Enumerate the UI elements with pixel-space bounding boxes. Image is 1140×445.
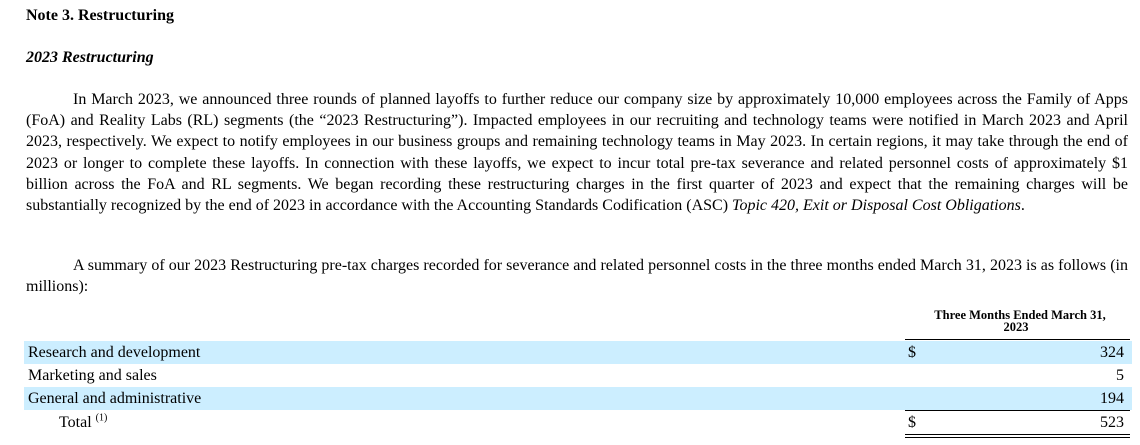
total-value: 523 — [1100, 414, 1124, 431]
dollar-sign: $ — [908, 414, 916, 431]
note-title: Note 3. Restructuring — [26, 7, 174, 24]
row-value: 324 — [1100, 344, 1124, 361]
table-row-marketing-and-sales — [24, 364, 1132, 387]
paragraph-body: In March 2023, we announced three rounds of planned layoffs to further reduce our company size by approximately 10,000 employees across the Family of Apps (FoA) and Reality Labs (RL) segments (the “2023 Restructuring”). Impacted employees in our recruiting and technology teams were notified in March 2023 and April 2023, respectively. We expect to notify employees in our business groups and remaining technology teams in May 2023. In certain regions, it may take through the end of 2023 or longer to complete these layoffs. In connection with these layoffs, we expect to incur total pre-tax severance and related personnel costs of approximately $1 billion across the FoA and RL segments. We began recording these restructuring charges in the first quarter of 2023 and expect that the remaining charges will be substantially recognized by the end of 2023 in accordance with the Accounting Standards Codification (ASC) — [26, 91, 1128, 215]
column-header-underline — [905, 339, 1130, 340]
row-value: 5 — [1116, 367, 1124, 384]
total-double-rule-top — [905, 434, 1130, 435]
row-value: 194 — [1100, 390, 1124, 407]
row-label: Marketing and sales — [28, 367, 157, 384]
column-header-period: Three Months Ended March 31, — [934, 308, 1106, 322]
column-header — [900, 309, 1132, 333]
dollar-sign: $ — [908, 344, 916, 361]
restructuring-paragraph — [26, 89, 1128, 216]
row-label: Research and development — [28, 344, 201, 361]
paragraph-end: . — [1020, 197, 1025, 215]
table-row-research-and-development — [24, 341, 1132, 364]
column-header-year: 2023 — [1003, 320, 1029, 334]
summary-paragraph: A summary of our 2023 Restructuring pre-tax charges recorded for severance and related personnel costs in the three months ended March 31, 2023 is as follows (in millions): — [26, 257, 1128, 296]
row-label: General and administrative — [28, 390, 202, 407]
total-double-rule-bottom — [905, 437, 1130, 438]
table-row-total — [24, 411, 1132, 434]
footnote-marker: (1) — [95, 412, 108, 424]
total-label-text: Total — [59, 414, 92, 431]
total-label — [59, 411, 107, 434]
table-row-general-and-administrative — [24, 387, 1132, 410]
section-title: 2023 Restructuring — [26, 49, 154, 66]
asc-topic-reference: Topic 420, Exit or Disposal Cost Obligations — [732, 197, 1021, 215]
